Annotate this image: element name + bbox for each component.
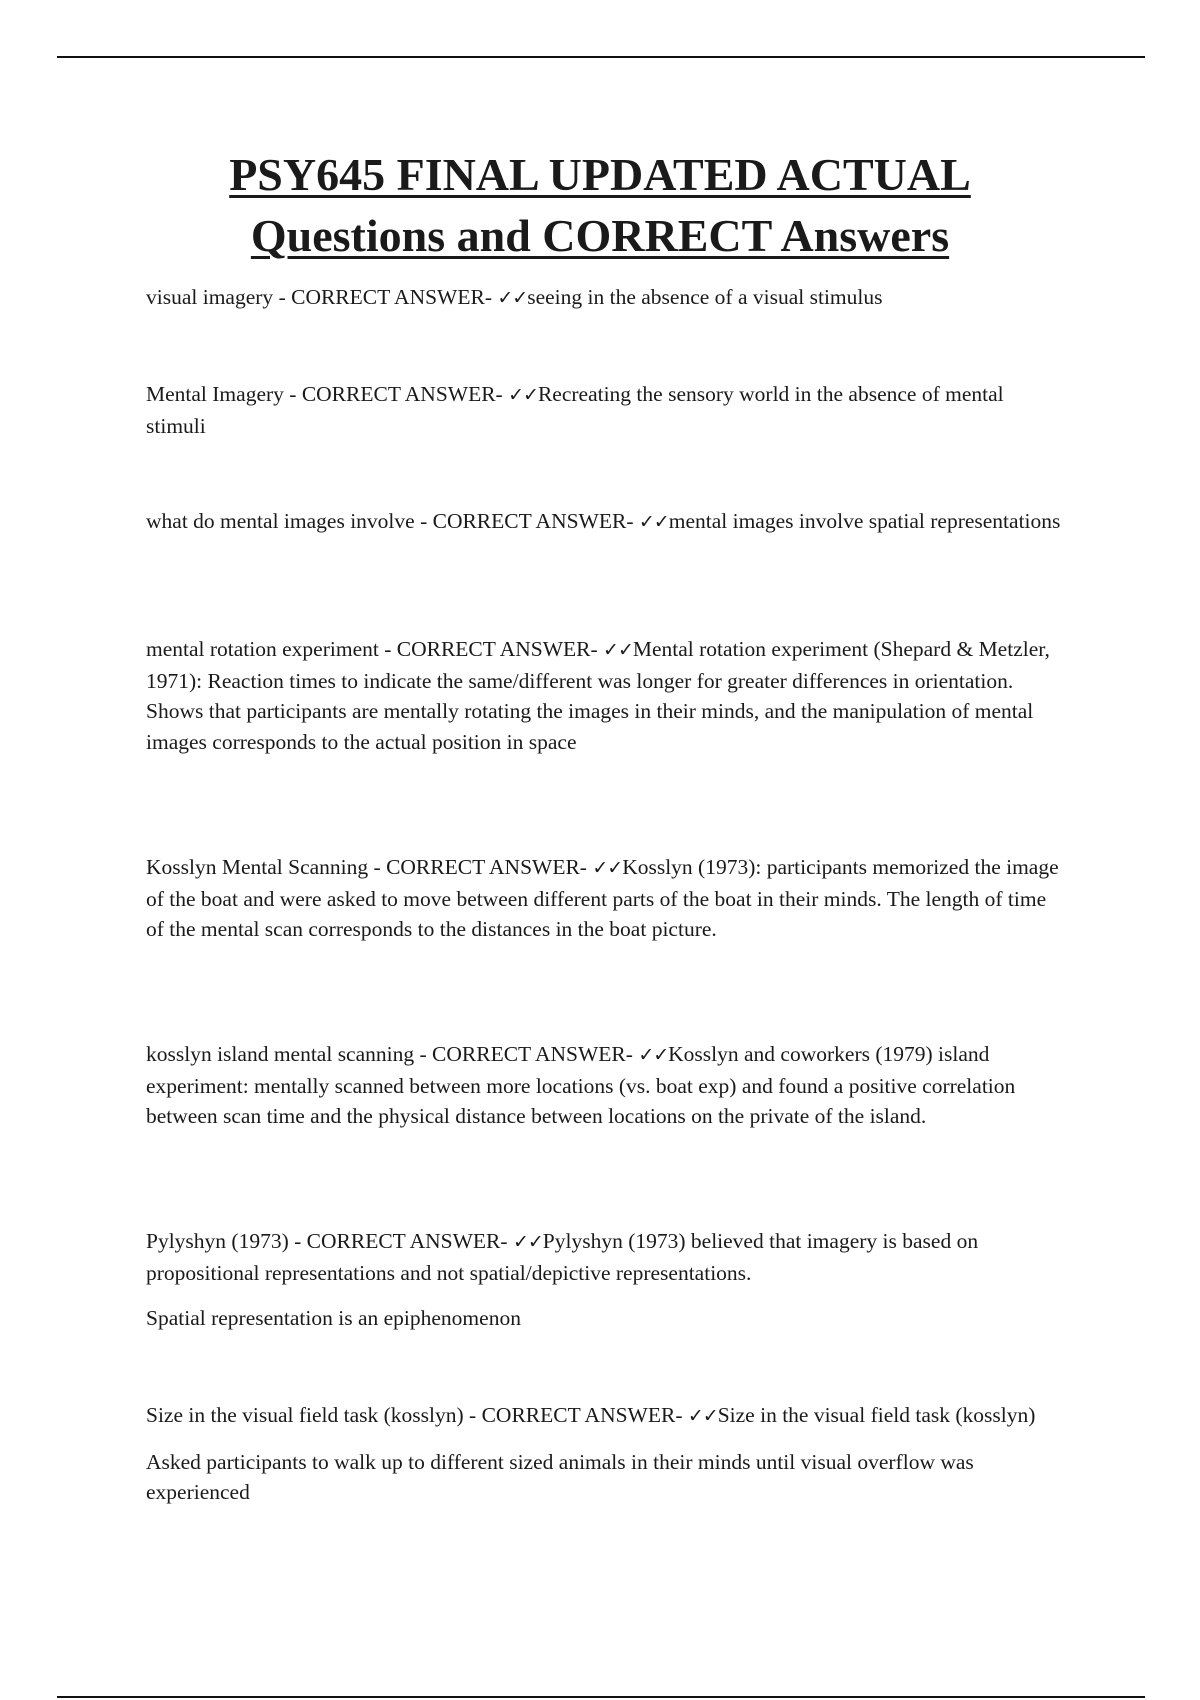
answer-separator: - CORRECT ANSWER- [368, 855, 593, 879]
document-title [0, 144, 1200, 266]
double-check-icon: ✓✓ [687, 1405, 718, 1427]
answer-separator: - CORRECT ANSWER- [414, 509, 639, 533]
qa-item [146, 379, 1066, 441]
qa-entry [146, 634, 1066, 757]
double-check-icon: ✓✓ [592, 857, 623, 879]
qa-entry [146, 1226, 1066, 1288]
double-check-icon: ✓✓ [638, 511, 669, 533]
title-line-2: Questions and CORRECT Answers [250, 210, 950, 261]
question-text: Kosslyn Mental Scanning [146, 855, 369, 879]
answer-text: Pylyshyn (1973) believed that imagery is based on propositional representations and not spatial/depictive representations. [146, 1229, 979, 1285]
question-text: Mental Imagery [146, 382, 284, 406]
double-check-icon: ✓✓ [603, 639, 633, 661]
answer-extra-text: Asked participants to walk up to different sized animals in their minds until visual overflow was experienced [146, 1449, 974, 1504]
qa-item [146, 634, 1066, 757]
question-text: Pylyshyn (1973) [146, 1229, 289, 1253]
double-check-icon: ✓✓ [638, 1044, 669, 1066]
answer-text: Size in the visual field task (kosslyn) [717, 1403, 1036, 1427]
qa-item [146, 282, 882, 314]
answer-separator: - CORRECT ANSWER- [378, 637, 604, 661]
question-text: Size in the visual field task (kosslyn) [146, 1403, 464, 1427]
qa-item [146, 1226, 1066, 1334]
answer-text: mental images involve spatial representations [668, 509, 1061, 533]
answer-extra-text: Spatial representation is an epiphenomenon [146, 1306, 521, 1330]
header-rule [57, 56, 1145, 58]
qa-entry [146, 282, 882, 314]
answer-text: Kosslyn and coworkers (1979) island experiment: mentally scanned between more locations (vs. boat exp) and found a positive correlation between scan time and the physical distance between locations on the private of the island. [146, 1042, 1016, 1128]
answer-separator: - CORRECT ANSWER- [463, 1403, 688, 1427]
qa-entry [146, 379, 1066, 441]
double-check-icon: ✓✓ [512, 1231, 543, 1253]
answer-separator: - CORRECT ANSWER- [273, 285, 498, 309]
qa-item [146, 506, 1060, 538]
question-text: visual imagery [146, 285, 274, 309]
question-text: mental rotation experiment [146, 637, 379, 661]
answer-text: Mental rotation experiment (Shepard & Metzler, 1971): Reaction times to indicate the same/different was longer for greater differences in orientation. Shows that participants are mentally rotating the images in their minds, and the manipulation of mental images corresponds to the actual position in space [146, 637, 1050, 754]
answer-text: Recreating the sensory world in the absence of mental stimuli [146, 382, 1004, 438]
question-text: kosslyn island mental scanning [146, 1042, 415, 1066]
qa-item [146, 1400, 1066, 1508]
qa-entry [146, 1039, 1066, 1132]
qa-item [146, 852, 1066, 945]
answer-text: Kosslyn (1973): participants memorized the image of the boat and were asked to move between different parts of the boat in their minds. The length of time of the mental scan corresponds to the distances in the boat picture. [146, 855, 1059, 941]
answer-separator: - CORRECT ANSWER- [283, 382, 509, 406]
qa-entry [146, 1400, 1066, 1432]
double-check-icon: ✓✓ [508, 384, 538, 406]
footer-rule [57, 1696, 1145, 1698]
question-text: what do mental images involve [146, 509, 415, 533]
qa-item [146, 1039, 1066, 1132]
title-line-1: PSY645 FINAL UPDATED ACTUAL [229, 149, 971, 200]
qa-entry [146, 506, 1060, 538]
answer-text: seeing in the absence of a visual stimulus [527, 285, 883, 309]
answer-separator: - CORRECT ANSWER- [414, 1042, 639, 1066]
qa-entry [146, 852, 1066, 945]
answer-separator: - CORRECT ANSWER- [288, 1229, 513, 1253]
double-check-icon: ✓✓ [497, 287, 528, 309]
